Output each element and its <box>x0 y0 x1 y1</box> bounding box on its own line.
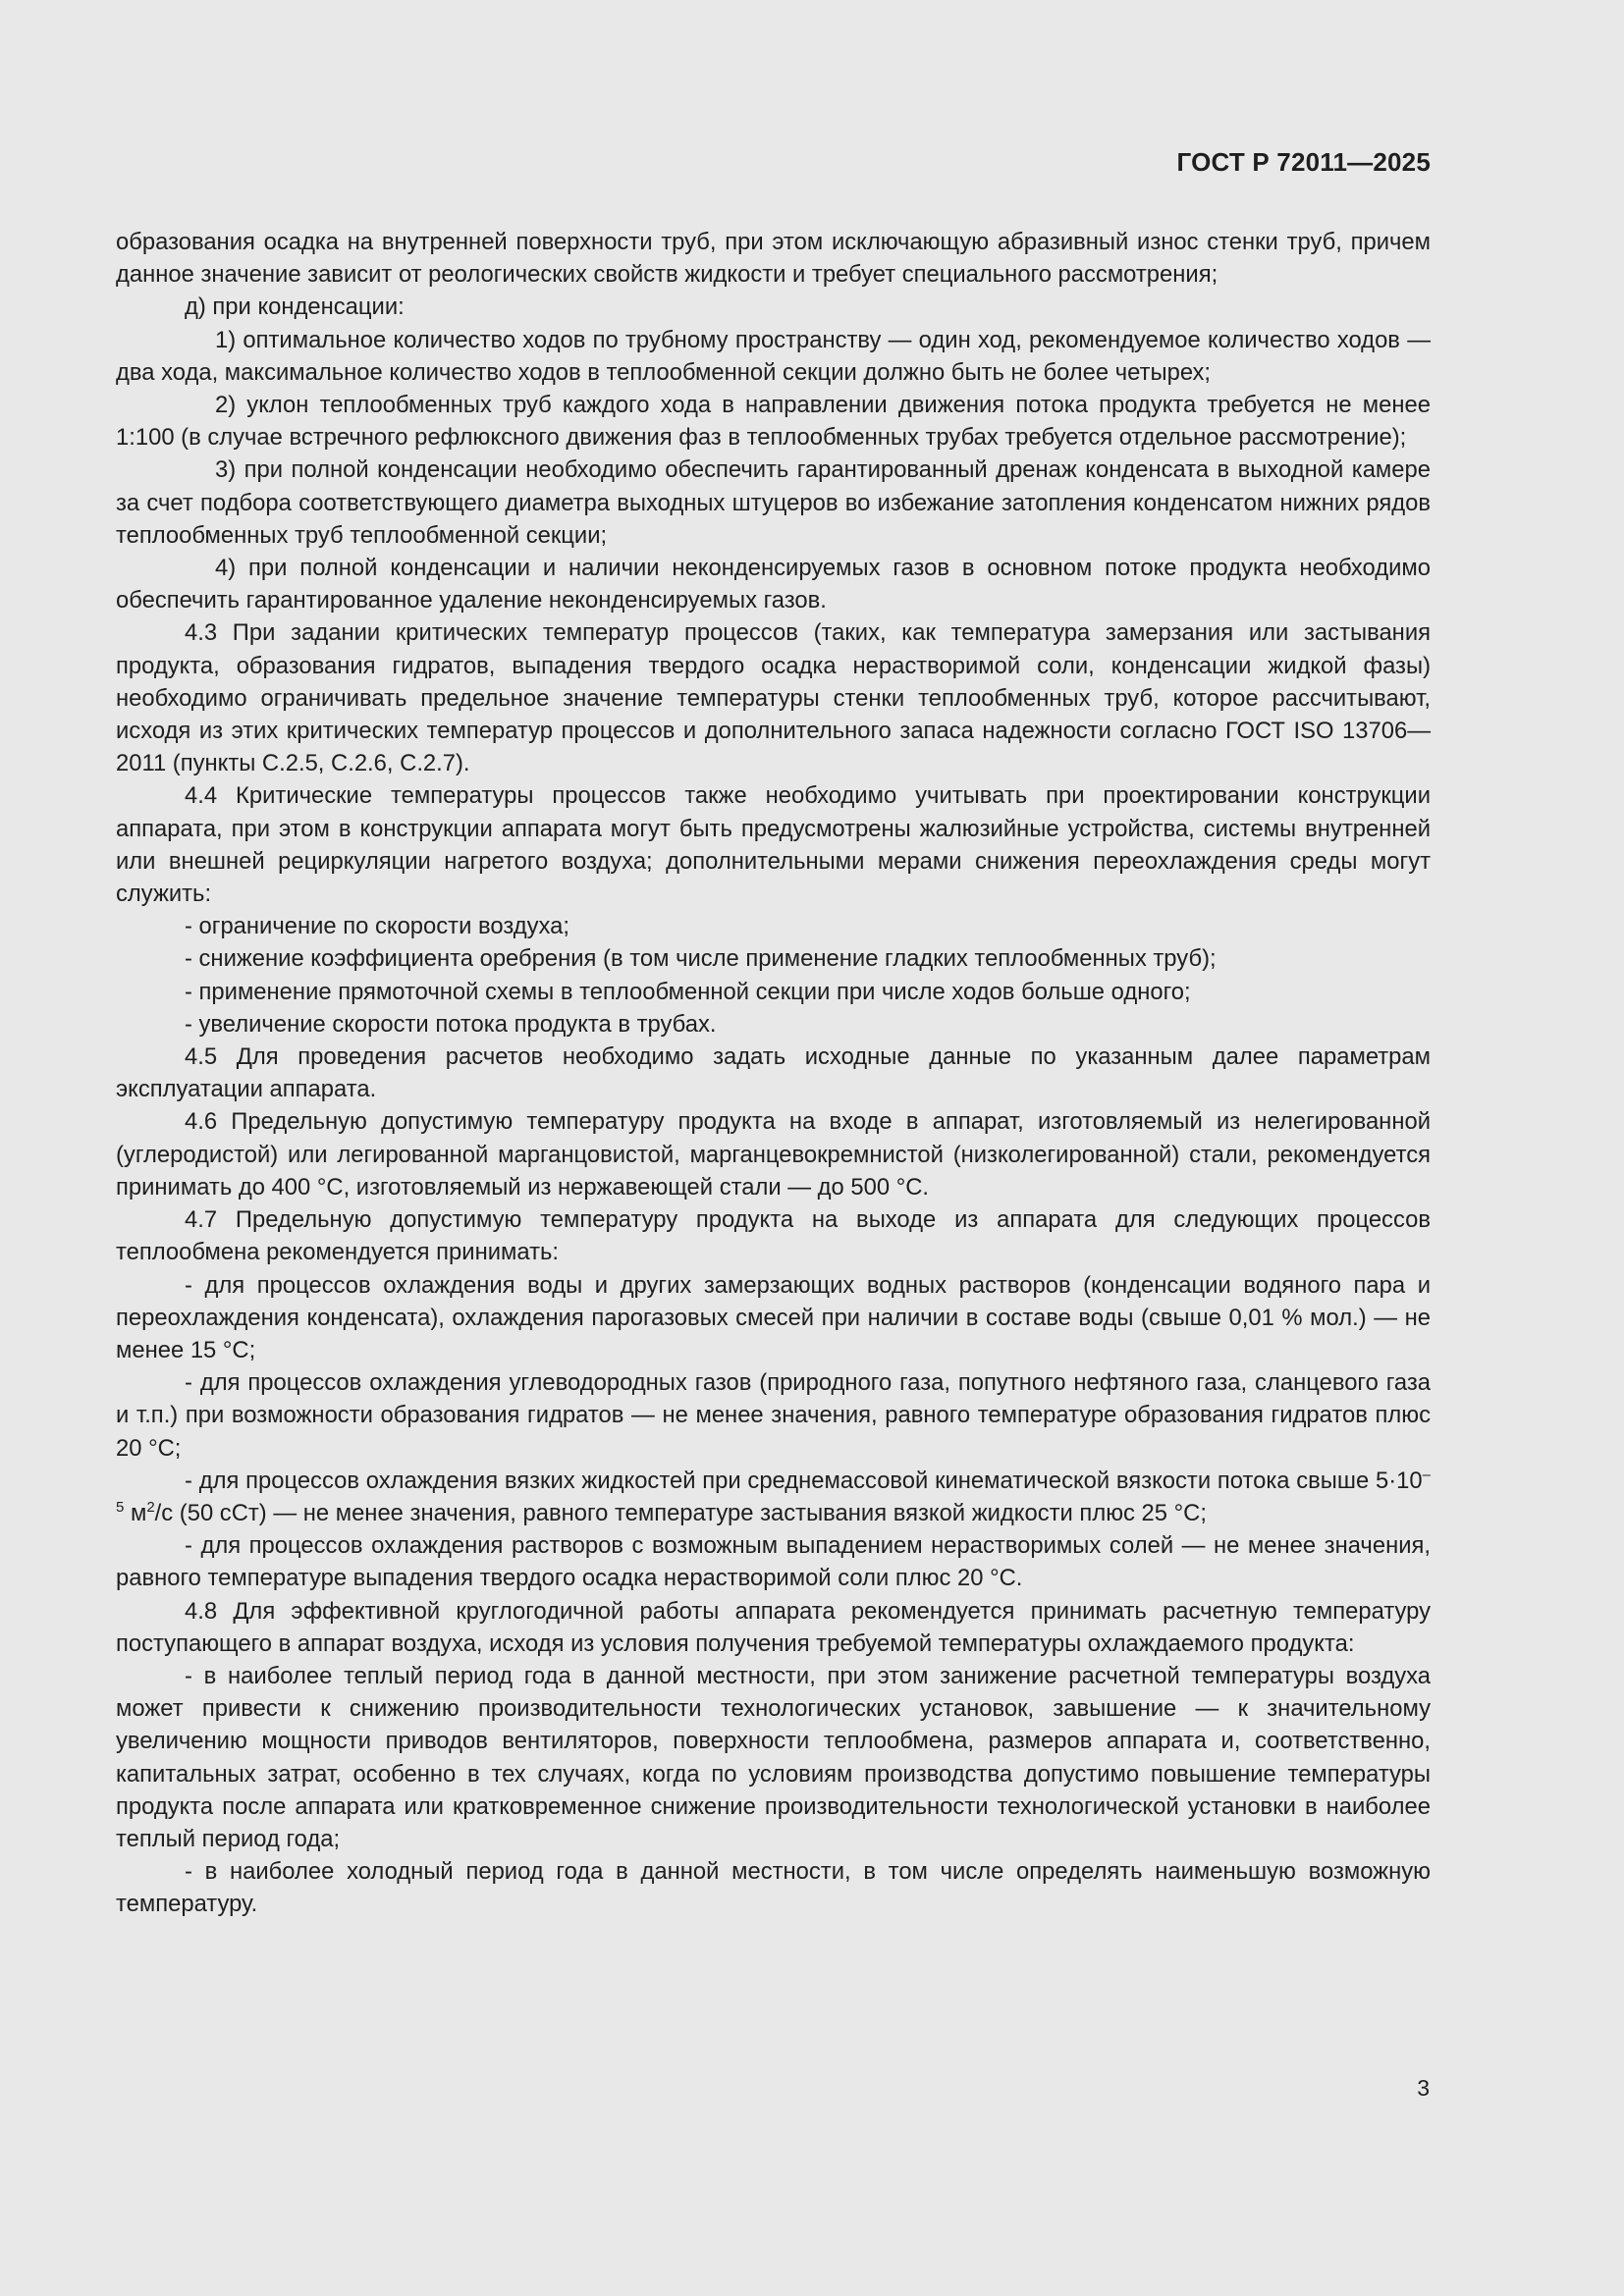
list-heading: д) при конденсации: <box>185 294 405 321</box>
list-item: - в наиболее теплый период года в данной местности, при этом занижение расчетной температуры воздуха может привести к снижению производительности технологических установок, завышение — к значительному увеличению мощности приводов вентиляторов, поверхности теплообмена, размеров аппарата и, соответственно, капитальных затрат, особенно в тех случаях, когда по условиям производства допустимо повышение температуры продукта после аппарата или кратковременное снижение производительности технологической установки в наиболее теплый период года; <box>116 1662 1431 1852</box>
viscosity-rest: /с (50 сСт) — не менее значения, равного температуре застывания вязкой жидкости плюс 25 °С; <box>154 1499 1207 1526</box>
body-text <box>116 226 1431 1921</box>
list-item: 2) уклон теплообменных труб каждого хода в направлении движения потока продукта требуется не менее 1:100 (в случае встречного рефлюксного движения фаз в теплообменных трубах требуется отдельное рассмотрение); <box>116 392 1431 452</box>
clause-4-5: 4.5 Для проведения расчетов необходимо задать исходные данные по указанным далее параметрам эксплуатации аппарата. <box>116 1043 1431 1103</box>
list-item: - ограничение по скорости воздуха; <box>185 913 569 940</box>
list-item: 1) оптимальное количество ходов по трубному пространству — один ход, рекомендуемое количество ходов — два хода, максимальное количество ходов в теплообменной секции должно быть не более четырех; <box>116 326 1431 386</box>
list-item: - снижение коэффициента оребрения (в том числе применение гладких теплообменных труб); <box>185 945 1217 973</box>
viscosity-value: 5·10 <box>1376 1467 1423 1494</box>
viscosity-text: - для процессов охлаждения вязких жидкостей при среднемассовой кинематической вязкости потока свыше <box>185 1467 1377 1494</box>
viscosity-unit: м <box>124 1499 147 1526</box>
paragraph: образования осадка на внутренней поверхности труб, при этом исключающую абразивный износ стенки труб, причем данное значение зависит от реологических свойств жидкости и требует специального рассмотрения; <box>116 229 1431 289</box>
viscosity-exponent: –5 <box>116 1466 1431 1516</box>
list-item: - для процессов охлаждения растворов с возможным выпадением нерастворимых солей — не менее значения, равного температуре выпадения твердого осадка нерастворимой соли плюс 20 °С. <box>116 1532 1431 1592</box>
clause-4-6: 4.6 Предельную допустимую температуру продукта на входе в аппарат, изготовляемый из нелегированной (углеродистой) или легированной марганцовистой, марганцевокремнистой (низколегированной) стали, рекомендуется принимать до 400 °С, изготовляемый из нержавеющей стали — до 500 °С. <box>116 1108 1431 1201</box>
page-number: 3 <box>1417 2075 1430 2101</box>
list-item: 4) при полной конденсации и наличии неконденсируемых газов в основном потоке продукта необходимо обеспечить гарантированное удаление неконденсируемых газов. <box>116 555 1431 614</box>
viscosity-unit-exponent: 2 <box>146 1498 155 1516</box>
clause-4-8: 4.8 Для эффективной круглогодичной работы аппарата рекомендуется принимать расчетную температуру поступающего в аппарат воздуха, исходя из условия получения требуемой температуры охлаждаемого продукта: <box>116 1597 1431 1657</box>
list-item: 3) при полной конденсации необходимо обеспечить гарантированный дренаж конденсата в выходной камере за счет подбора соответствующего диаметра выходных штуцеров во избежание затопления конденсатом нижних рядов теплообменных труб теплообменной секции; <box>116 456 1431 549</box>
list-item: - для процессов охлаждения углеводородных газов (природного газа, попутного нефтяного газа, сланцевого газа и т.п.) при возможности образования гидратов — не менее значения, равного температуре образования гидратов плюс 20 °С; <box>116 1369 1431 1462</box>
list-item: - увеличение скорости потока продукта в трубах. <box>185 1010 717 1038</box>
clause-4-3: 4.3 При задании критических температур процессов (таких, как температура замерзания или застывания продукта, образования гидратов, выпадения твердого осадка нерастворимой соли, конденсации жидкой фазы) необходимо ограничивать предельное значение температуры стенки теплообменных труб, которое рассчитывают, исходя из этих критических температур процессов и дополнительного запаса надежности согласно ГОСТ ISO 13706—2011 (пункты С.2.5, С.2.6, С.2.7). <box>116 619 1431 777</box>
clause-4-4: 4.4 Критические температуры процессов также необходимо учитывать при проектировании конструкции аппарата, при этом в конструкции аппарата могут быть предусмотрены жалюзийные устройства, системы внутренней или внешней рециркуляции нагретого воздуха; дополнительными мерами снижения переохлаждения среды могут служить: <box>116 782 1431 908</box>
list-item: - в наиболее холодный период года в данной местности, в том числе определять наименьшую возможную температуру. <box>116 1858 1431 1918</box>
list-item-viscosity <box>116 1465 1431 1529</box>
clause-4-7: 4.7 Предельную допустимую температуру продукта на выходе из аппарата для следующих процессов теплообмена рекомендуется принимать: <box>116 1206 1431 1266</box>
list-item: - для процессов охлаждения воды и других замерзающих водных растворов (конденсации водяного пара и переохлаждения конденсата), охлаждения парогазовых смесей при наличии в составе воды (свыше 0,01 % мол.) — не менее 15 °С; <box>116 1271 1431 1363</box>
list-item: - применение прямоточной схемы в теплообменной секции при числе ходов больше одного; <box>185 978 1191 1005</box>
document-designation: ГОСТ Р 72011—2025 <box>1176 147 1431 177</box>
